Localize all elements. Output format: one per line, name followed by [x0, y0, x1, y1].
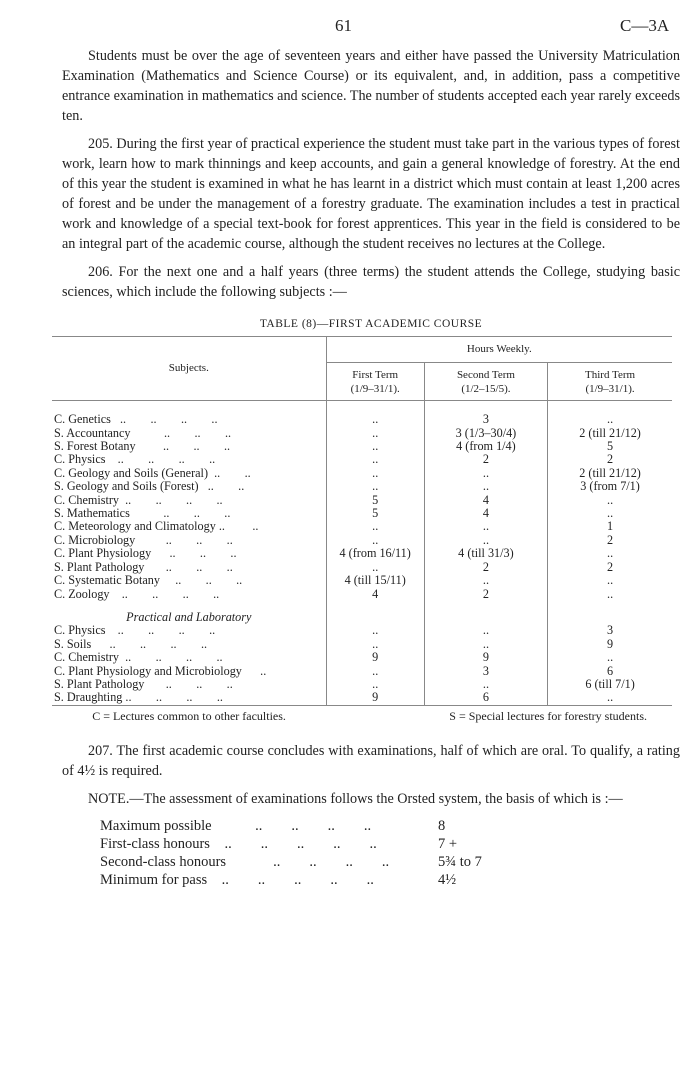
hours-cell: ..	[548, 691, 672, 705]
hours-cell: 9	[424, 651, 547, 664]
hours-cell: ..	[326, 638, 424, 651]
hours-header: Hours Weekly.	[326, 337, 672, 363]
table-row	[52, 561, 672, 574]
table-row	[52, 624, 672, 637]
subjects-header: Subjects.	[168, 361, 209, 374]
legend-s: S = Special lectures for forestry students.	[449, 708, 647, 723]
scale-label: Minimum for pass .. .. .. .. ..	[100, 872, 374, 889]
hours-cell: 5	[326, 507, 424, 520]
practical-header-row	[52, 601, 672, 624]
hours-cell: ..	[548, 494, 672, 507]
hours-cell: 4 (till 15/11)	[326, 574, 424, 587]
table-row	[52, 427, 672, 440]
subject-cell: C. Genetics .. .. .. ..	[54, 412, 218, 427]
hours-cell: 5	[326, 494, 424, 507]
term-dates: (1/9–31/1).	[350, 382, 400, 395]
hours-cell: 4 (from 1/4)	[424, 440, 547, 453]
table-row	[52, 665, 672, 678]
table-row	[52, 440, 672, 453]
hours-cell: 1	[548, 520, 672, 533]
paragraph-admission: Students must be over the age of seventeen years and either have passed the University Matriculation Examination (Mathematics and Science Course) or its equivalent, and, in addition, pass a competitive entrance examination in mathematics and science. The number of students accepted each year rarely exceeds ten.	[62, 48, 680, 124]
hours-cell: 2 (till 21/12)	[548, 467, 672, 480]
legend-row	[52, 705, 672, 723]
scale-value: 7 +	[438, 836, 458, 853]
hours-cell: 2	[548, 534, 672, 547]
table-row	[52, 507, 672, 520]
hours-cell: ..	[548, 547, 672, 560]
paragraph-207: 207. The first academic course concludes with examinations, half of which are oral. To qualify, a rating of 4½ is required.	[62, 743, 680, 780]
table-row	[52, 534, 672, 547]
legend-c: C = Lectures common to other faculties.	[92, 708, 286, 723]
hours-cell: ..	[326, 453, 424, 466]
subject-cell: S. Geology and Soils (Forest) .. ..	[54, 479, 245, 494]
hours-cell: ..	[424, 678, 547, 691]
table-row	[52, 691, 672, 705]
paragraph-206: 206. For the next one and a half years (three terms) the student attends the College, studying basic sciences, which include the following subjects :—	[62, 264, 680, 300]
scale-value: 8	[438, 818, 446, 835]
hours-cell: ..	[424, 534, 547, 547]
hours-cell: ..	[424, 638, 547, 651]
hours-cell: ..	[326, 678, 424, 691]
hours-cell: 6 (till 7/1)	[548, 678, 672, 691]
subject-cell: S. Soils .. .. .. ..	[54, 636, 208, 651]
term-header	[424, 363, 547, 401]
subject-cell: C. Physics .. .. .. ..	[54, 452, 216, 467]
table-row	[52, 467, 672, 480]
hours-cell: ..	[326, 561, 424, 574]
practical-header: Practical and Laboratory	[126, 609, 252, 624]
hours-cell: 2	[548, 453, 672, 466]
term-header	[326, 363, 424, 401]
table-caption: TABLE (8)—FIRST ACADEMIC COURSE	[259, 318, 483, 330]
subject-cell: S. Accountancy .. .. ..	[54, 425, 232, 440]
scale-value: 4½	[438, 872, 457, 889]
subject-cell: S. Plant Pathology .. .. ..	[54, 559, 233, 574]
term-name: Third Term	[585, 369, 636, 382]
hours-cell: 4 (till 31/3)	[424, 547, 547, 560]
scale-label: Maximum possible .. .. .. ..	[100, 818, 372, 835]
note-paragraph: NOTE.—The assessment of examinations follows the Orsted system, the basis of which is :—	[88, 791, 623, 808]
subject-cell: C. Systematic Botany .. .. ..	[54, 573, 243, 588]
table-row	[52, 678, 672, 691]
scale-row	[100, 817, 680, 835]
hours-cell: 3	[424, 401, 547, 427]
hours-cell: ..	[326, 440, 424, 453]
table-row	[52, 588, 672, 601]
table-row	[52, 453, 672, 466]
page-number: 61	[335, 16, 352, 35]
subject-cell: C. Geology and Soils (General) .. ..	[54, 465, 251, 480]
hours-cell: ..	[548, 507, 672, 520]
table-row	[52, 520, 672, 533]
hours-cell: ..	[548, 574, 672, 587]
hours-cell: ..	[326, 534, 424, 547]
hours-cell: 9	[326, 651, 424, 664]
subject-cell: C. Physics .. .. .. ..	[54, 623, 216, 638]
term-name: First Term	[352, 369, 399, 382]
hours-cell: ..	[326, 520, 424, 533]
subject-cell: C. Plant Physiology and Microbiology ..	[54, 663, 267, 678]
hours-cell: ..	[326, 427, 424, 440]
hours-cell: ..	[424, 467, 547, 480]
scale-label: Second-class honours .. .. .. ..	[100, 854, 390, 871]
subject-cell: C. Chemistry .. .. .. ..	[54, 650, 223, 665]
table-row	[52, 638, 672, 651]
hours-cell: ..	[424, 520, 547, 533]
hours-cell: 4	[424, 507, 547, 520]
subject-cell: S. Mathematics .. .. ..	[54, 506, 231, 521]
hours-cell: 3	[548, 624, 672, 637]
subject-cell: S. Plant Pathology .. .. ..	[54, 676, 233, 691]
scale-row	[100, 871, 680, 889]
table-row	[52, 574, 672, 587]
hours-cell: 2 (till 21/12)	[548, 427, 672, 440]
table-row	[52, 401, 672, 427]
hours-cell: ..	[548, 588, 672, 601]
hours-cell: ..	[548, 401, 672, 427]
paragraph-205: 205. During the first year of practical experience the student must take part in the various types of forest work, learn how to mark thinnings and keep accounts, and gain a general knowledge of forestry. At the end of this year the student is examined in what he has learnt in a district which must contain at least 1,200 acres of forest and be under the management of a forestry graduate. The examination includes a test in practical work and knowledge of a special text-book for forest apprentices. This year in the field is considered to be an integral part of the academic course, although the student receives no lectures at the College.	[62, 136, 680, 252]
term-name: Second Term	[456, 369, 515, 382]
term-header	[548, 363, 672, 401]
hours-cell: ..	[424, 624, 547, 637]
hours-cell: 4 (from 16/11)	[326, 547, 424, 560]
hours-cell: 9	[548, 638, 672, 651]
hours-cell: 2	[548, 561, 672, 574]
page-header	[62, 16, 680, 46]
table-row	[52, 547, 672, 560]
hours-cell: ..	[326, 480, 424, 493]
course-table	[52, 336, 672, 723]
hours-cell: 2	[424, 561, 547, 574]
hours-cell: ..	[326, 401, 424, 427]
hours-cell: 3	[424, 665, 547, 678]
subject-cell: C. Meteorology and Climatology .. ..	[54, 519, 259, 534]
hours-cell: 2	[424, 588, 547, 601]
hours-cell: ..	[424, 480, 547, 493]
hours-cell: 5	[548, 440, 672, 453]
hours-cell: 3 (from 7/1)	[548, 480, 672, 493]
hours-cell: 3 (1/3–30/4)	[424, 427, 547, 440]
hours-cell: 9	[326, 691, 424, 705]
table-row	[52, 480, 672, 493]
scale-value: 5¾ to 7	[438, 854, 482, 871]
term-dates: (1/9–31/1).	[585, 382, 635, 395]
hours-cell: ..	[326, 665, 424, 678]
scale-label: First-class honours .. .. .. .. ..	[100, 836, 377, 853]
hours-cell: 2	[424, 453, 547, 466]
table-row	[52, 651, 672, 664]
hours-cell: ..	[326, 624, 424, 637]
subject-cell: S. Forest Botany .. .. ..	[54, 439, 231, 454]
document-code: C—3A	[620, 16, 670, 35]
scale-row	[100, 835, 680, 853]
hours-cell: ..	[548, 651, 672, 664]
term-dates: (1/2–15/5).	[461, 382, 511, 395]
scale-row	[100, 853, 680, 871]
hours-cell: ..	[424, 574, 547, 587]
subject-cell: C. Microbiology .. .. ..	[54, 532, 233, 547]
subject-cell: S. Draughting .. .. .. ..	[54, 690, 223, 705]
hours-cell: 6	[424, 691, 547, 705]
hours-cell: 4	[326, 588, 424, 601]
hours-cell: ..	[326, 467, 424, 480]
subject-cell: C. Chemistry .. .. .. ..	[54, 492, 223, 507]
subject-cell: C. Plant Physiology .. .. ..	[54, 546, 237, 561]
grading-scale	[100, 817, 680, 889]
hours-cell: 4	[424, 494, 547, 507]
subject-cell: C. Zoology .. .. .. ..	[54, 586, 220, 601]
table-row	[52, 494, 672, 507]
hours-cell: 6	[548, 665, 672, 678]
